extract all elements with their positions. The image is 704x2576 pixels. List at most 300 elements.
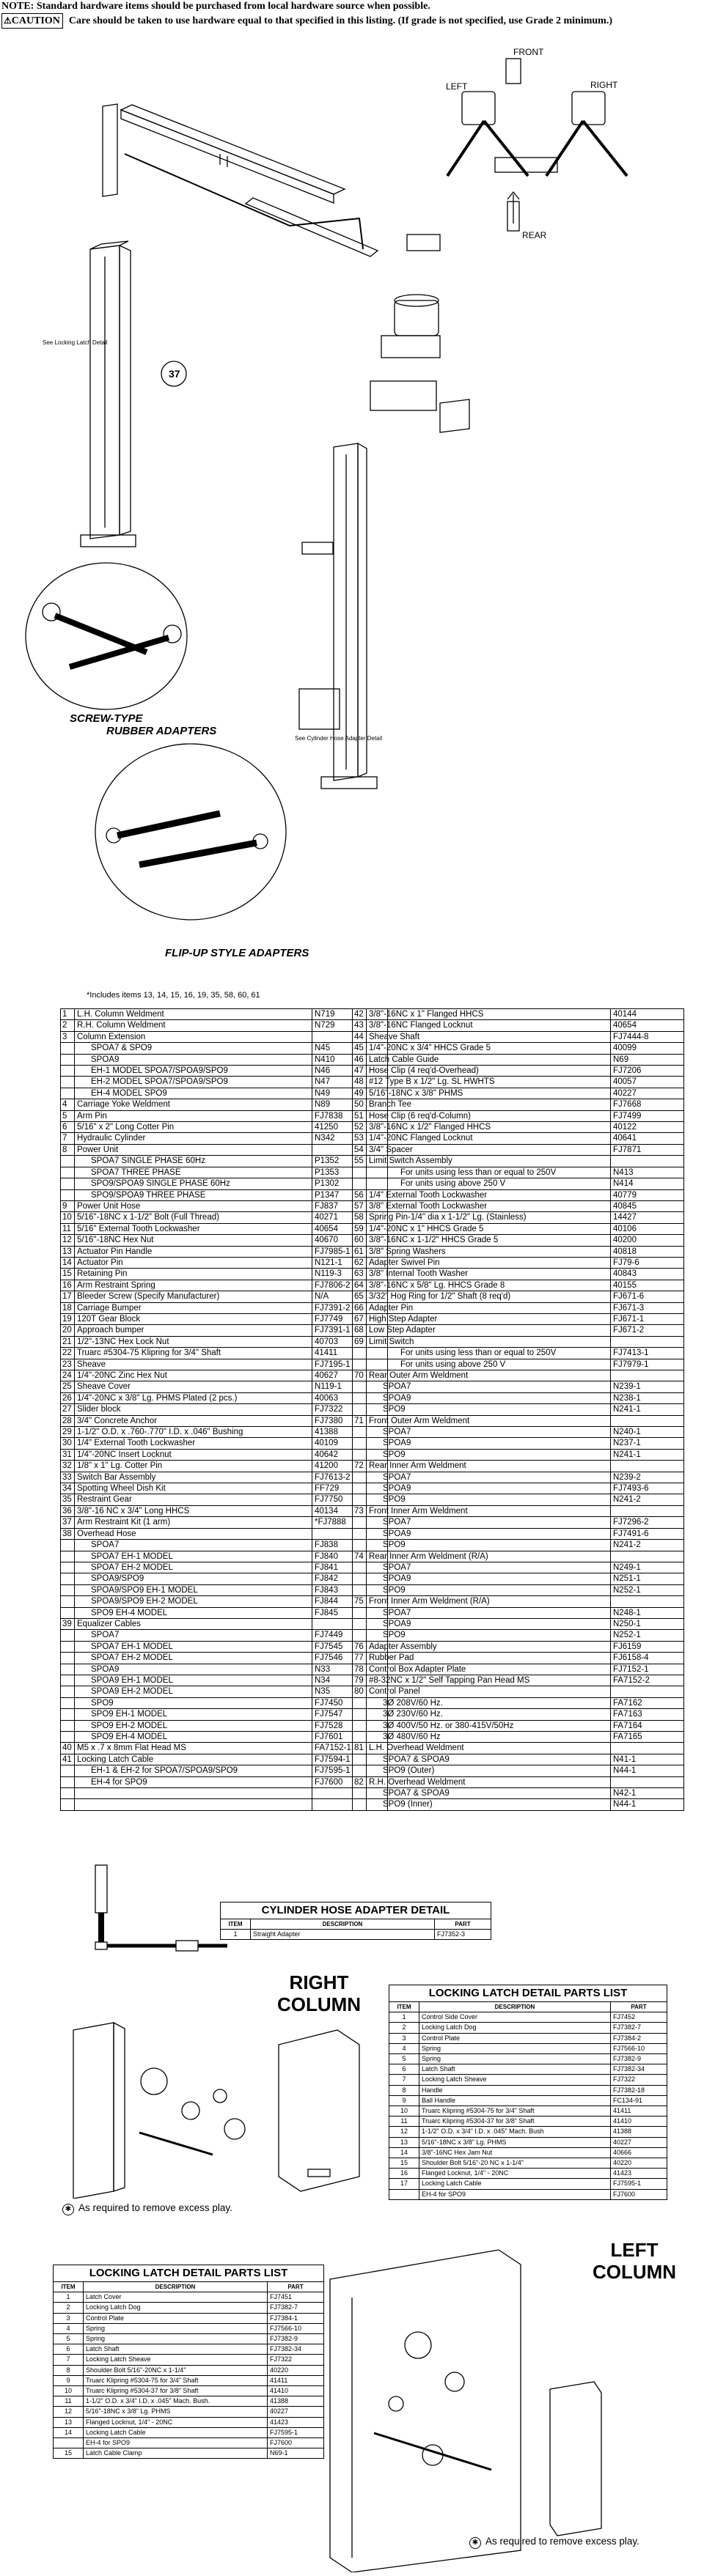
item-description: Limit Switch Assembly [367,1156,611,1167]
item-description: Slider block [75,1404,312,1415]
parts-row [353,1415,684,1426]
item-description: Ball Handle [419,2095,611,2106]
note-line: NOTE: Standard hardware items should be purchased from local hardware source when possible. [1,1,430,12]
item-description: SPO9 (Outer) [367,1765,611,1776]
item-description: Truarc Klipring #5304-75 for 3/4" Shaft [419,2106,611,2116]
part-number: FJ7195-1 [312,1359,388,1370]
part-number: 40627 [312,1370,388,1381]
item-description: 5/16" x 2" Long Cotter Pin [75,1122,312,1133]
left-column-latch-drawing [308,2235,653,2572]
part-number: 40670 [312,1235,388,1246]
item-number [61,1167,75,1178]
item-description: Flanged Locknut, 1/4" - 20NC [84,2417,268,2427]
part-number: 40106 [611,1223,684,1234]
item-description: 1/4"-20NC x 1" HHCS Grade 5 [367,1223,611,1234]
item-number: 60 [353,1235,367,1246]
item-description: SPO9 [367,1494,611,1505]
part-number: N240-1 [611,1427,684,1438]
item-number: 12 [61,1235,75,1246]
part-number: P1353 [312,1167,388,1178]
parts-row [61,1212,388,1223]
item-number: 43 [353,1020,367,1031]
item-number: 10 [54,2386,84,2396]
item-description: Latch Cable Clamp [84,2448,268,2459]
parts-row [61,1099,388,1110]
parts-row [353,1066,684,1077]
parts-row [61,1427,388,1438]
part-number: N49 [312,1088,388,1099]
table-row [389,2023,667,2033]
part-number: FA7152-1 [312,1743,388,1754]
item-description: SPOA9/SPO9 EH-1 MODEL [75,1584,312,1595]
item-description: 1/4" External Tooth Lockwasher [367,1189,611,1200]
item-description: SPOA7 & SPOA9 [367,1754,611,1765]
item-description: SPO9 EH-1 MODEL [75,1709,312,1720]
column-header: PART [268,2282,324,2292]
overhead-hose-drawing [125,154,363,249]
item-number: 4 [389,2043,419,2053]
table-row [389,2169,667,2179]
parts-row [353,1167,684,1178]
parts-row [353,1156,684,1167]
part-number: FJ843 [312,1584,388,1595]
item-description: 3/4" Concrete Anchor [75,1415,312,1426]
item-description: 3/8"-16NC x 1" Flanged HHCS [367,1009,611,1020]
item-description: EH-4 for SPO9 [75,1776,312,1787]
parts-row [61,1054,388,1065]
item-number: 32 [61,1461,75,1472]
item-number: 16 [61,1280,75,1291]
part-number: FJ7384-1 [268,2313,324,2323]
item-description: 3/8"-16NC x 1/2" Flanged HHCS [367,1122,611,1133]
item-number: 33 [61,1472,75,1483]
item-number [61,1664,75,1675]
item-description: Arm Restraint Spring [75,1280,312,1291]
item-description: Latch Shaft [419,2064,611,2075]
item-number [353,1607,367,1618]
item-number: 51 [353,1110,367,1121]
parts-row [61,1562,388,1573]
item-number: 3 [54,2313,84,2323]
item-number: 38 [61,1528,75,1539]
parts-row [353,1291,684,1302]
item-number: 2 [389,2023,419,2033]
part-number: FJ7152-1 [611,1664,684,1675]
item-number: 15 [61,1269,75,1280]
part-number: N241-1 [611,1449,684,1460]
locking-latch-note: See Locking Latch Detail [43,339,108,346]
part-number: FF729 [312,1483,388,1494]
part-number: N46 [312,1066,388,1077]
part-number: FJ7749 [312,1313,388,1324]
item-number [61,1630,75,1641]
item-description: SPO9 [367,1449,611,1460]
asterisk-icon: ✱ [62,2204,74,2215]
item-description: Restraint Gear [75,1494,312,1505]
item-description: Locking Latch Dog [84,2303,268,2313]
item-number [61,1799,75,1810]
part-number: FJ7499 [611,1110,684,1121]
parts-row [61,1302,388,1313]
parts-row [61,1381,388,1392]
table-row [389,2054,667,2064]
part-number: N410 [312,1054,388,1065]
item-number: 29 [61,1427,75,1438]
part-number: FJ7384-2 [611,2033,667,2043]
item-number [353,1720,367,1731]
item-number [353,1348,367,1359]
item-description: For units using above 250 V [367,1178,611,1189]
item-description: 5/16"-18NC x 3/8" PHMS [367,1088,611,1099]
part-number: FJ7668 [611,1099,684,1110]
part-number: 40227 [611,1088,684,1099]
item-description: SPO9 [367,1540,611,1551]
item-description: For units using less than or equal to 250V [367,1348,611,1359]
part-number: N44-1 [611,1765,684,1776]
part-number: FJ7547 [312,1709,388,1720]
part-number [611,1156,684,1167]
parts-row [61,1540,388,1551]
item-description: 3/8"-16NC x 5/8" Lg. HHCS Grade 8 [367,1280,611,1291]
parts-row [353,1122,684,1133]
item-number [61,1551,75,1562]
item-description: 3Ø 230V/60 Hz. [367,1709,611,1720]
part-number: N241-2 [611,1494,684,1505]
item-number: 5 [389,2054,419,2064]
parts-row [61,1438,388,1449]
parts-row [353,1054,684,1065]
part-number: N413 [611,1167,684,1178]
parts-row [353,1200,684,1211]
parts-row [61,1528,388,1539]
item-number: 52 [353,1122,367,1133]
parts-row [61,1641,388,1652]
item-description: 5/16"-18NC Hex Nut [75,1235,312,1246]
parts-row [61,1517,388,1528]
part-number: FJ671-6 [611,1291,684,1302]
parts-row [353,1551,684,1562]
item-number [353,1584,367,1595]
parts-row [61,1573,388,1584]
item-number: 6 [389,2064,419,2075]
item-description: Control Box Adapter Plate [367,1664,611,1675]
table-row [54,2313,324,2323]
item-number [389,2189,419,2199]
table-row [389,2147,667,2158]
part-number: N241-1 [611,1404,684,1415]
part-number: FJ7613-2 [312,1472,388,1483]
item-number: 67 [353,1313,367,1324]
parts-row [61,1269,388,1280]
part-number: FJ7382-7 [268,2303,324,2313]
parts-row [61,1461,388,1472]
item-number: 39 [61,1618,75,1629]
exploded-parts-diagram [0,37,704,989]
left-latch-table [53,2265,324,2459]
part-number: N45 [312,1043,388,1054]
part-number: N89 [312,1099,388,1110]
left-remove-note [469,2536,639,2549]
table-row [54,2334,324,2344]
parts-row [353,1223,684,1234]
parts-row [61,1653,388,1664]
parts-row [353,1540,684,1551]
parts-row [61,1144,388,1155]
parts-row [353,1020,684,1031]
item-description: SPOA7 & SPOA9 [367,1788,611,1799]
item-number [61,1562,75,1573]
parts-row [61,1415,388,1426]
table-row [389,2189,667,2199]
item-description: Front Outer Arm Weldment [367,1415,611,1426]
item-number [61,1178,75,1189]
item-number: 14 [61,1257,75,1268]
part-number: N34 [312,1675,388,1686]
item-number: 68 [353,1325,367,1336]
item-number: 75 [353,1596,367,1607]
parts-row [61,1235,388,1246]
item-description: Locking Latch Cable [84,2427,268,2437]
part-number: 41388 [268,2396,324,2407]
item-number: 3 [389,2033,419,2043]
item-number: 77 [353,1653,367,1664]
part-number: FJ7449 [312,1630,388,1641]
part-number: P1347 [312,1189,388,1200]
parts-row [61,1122,388,1133]
item-number [61,1189,75,1200]
item-description: Carriage Bumper [75,1302,312,1313]
part-number: 40271 [312,1212,388,1223]
part-number: N249-1 [611,1562,684,1573]
item-description: 1/4"-20NC Flanged Locknut [367,1133,611,1144]
item-number [353,1528,367,1539]
part-number: N121-1 [312,1257,388,1268]
part-number: N119-1 [312,1381,388,1392]
item-number: 8 [61,1144,75,1155]
parts-row [353,1404,684,1415]
part-number: FJ7382-9 [611,2054,667,2064]
item-description: Front Inner Arm Weldment [367,1505,611,1516]
parts-list-left [60,1008,388,1811]
item-number [353,1404,367,1415]
parts-row [353,1765,684,1776]
table-row [389,2116,667,2127]
part-number: *FJ7888 [312,1517,388,1528]
part-number: FJ7382-7 [611,2023,667,2033]
parts-row [61,1743,388,1754]
item-description: 3/4" Spacer [367,1144,611,1155]
part-number: 40227 [268,2407,324,2417]
part-number: FA7162 [611,1697,684,1708]
parts-row [61,1720,388,1731]
part-number: N252-1 [611,1630,684,1641]
part-number [611,1336,684,1347]
item-description: Adapter Assembly [367,1641,611,1652]
flip-up-adapter-circle [95,744,286,920]
part-number: FJ7546 [312,1653,388,1664]
item-description: Overhead Hose [75,1528,312,1539]
parts-row [61,1200,388,1211]
item-number: 15 [54,2448,84,2459]
item-number: 17 [61,1291,75,1302]
item-number: 1 [389,2012,419,2023]
item-number: 7 [61,1133,75,1144]
asterisk-icon: ✱ [469,2537,481,2549]
parts-row [61,1313,388,1324]
item-number: 41 [61,1754,75,1765]
item-number: 35 [61,1494,75,1505]
part-number: FJ7566-10 [611,2043,667,2053]
part-number: 40144 [611,1009,684,1020]
part-number: N/A [312,1291,388,1302]
part-number: FJ7450 [312,1697,388,1708]
parts-row [61,1732,388,1743]
item-number: 57 [353,1200,367,1211]
item-description: 3/8"-16NC Flanged Locknut [367,1020,611,1031]
item-description: Locking Latch Dog [419,2023,611,2033]
item-number: 31 [61,1449,75,1460]
parts-row [61,1664,388,1675]
part-number: N237-1 [611,1438,684,1449]
column-header: ITEM [54,2282,84,2292]
item-number [61,1675,75,1686]
item-number: 37 [61,1517,75,1528]
item-number: 65 [353,1291,367,1302]
item-number: 26 [61,1392,75,1403]
item-description: 3/8"-16 NC x 3/4" Long HHCS [75,1505,312,1516]
item-description: L.H. Overhead Weldment [367,1743,611,1754]
parts-row [353,1257,684,1268]
item-number [353,1562,367,1573]
parts-row [61,1291,388,1302]
item-description: SPOA9 [367,1573,611,1584]
item-number: 24 [61,1370,75,1381]
parts-row [353,1043,684,1054]
item-description: SPOA9 [367,1483,611,1494]
item-description: 3Ø 208V/60 Hz. [367,1697,611,1708]
part-number: FJ7985-1 [312,1246,388,1257]
part-number: 40200 [611,1235,684,1246]
part-number: FJ671-1 [611,1313,684,1324]
part-number: 14427 [611,1212,684,1223]
parts-row [61,1336,388,1347]
item-description: Rear Inner Arm Weldment (R/A) [367,1551,611,1562]
item-description: Hose Clip (4 req'd-Overhead) [367,1066,611,1077]
parts-row [353,1618,684,1629]
item-number: 36 [61,1505,75,1516]
item-number: 40 [61,1743,75,1754]
item-number: 55 [353,1156,367,1167]
item-description: Sheave Cover [75,1381,312,1392]
item-number [61,1077,75,1088]
item-number: 34 [61,1483,75,1494]
item-description: Column Extension [75,1031,312,1042]
right-latch-table [389,1985,667,2200]
item-description: Rear Inner Arm Weldment [367,1461,611,1472]
part-number: N42-1 [611,1788,684,1799]
part-number: N239-1 [611,1381,684,1392]
part-number: 41250 [312,1122,388,1133]
item-number [353,1709,367,1720]
parts-row [353,1077,684,1088]
item-description: Control Plate [84,2313,268,2323]
item-number: 80 [353,1686,367,1697]
item-description: Control Plate [419,2033,611,2043]
table-row [389,2095,667,2106]
parts-row [353,1302,684,1313]
part-number: N241-2 [611,1540,684,1551]
item-description: R.H. Overhead Weldment [367,1776,611,1787]
item-number [353,1494,367,1505]
part-number: 40155 [611,1280,684,1291]
item-number: 11 [389,2116,419,2127]
parts-row [61,1404,388,1415]
item-number: 81 [353,1743,367,1754]
item-description: EH-4 for SPO9 [84,2438,268,2448]
parts-row [353,1359,684,1370]
item-number: 71 [353,1415,367,1426]
item-description: Limit Switch [367,1336,611,1347]
item-number: 1 [61,1009,75,1020]
left-column-title [587,2239,682,2283]
parts-row [353,1494,684,1505]
item-number: 1 [221,1930,251,1940]
item-description: #12 Type B x 1/2" Lg. SL HWHTS [367,1077,611,1088]
item-description: 3/8"-16NC x 1-1/2" HHCS Grade 5 [367,1235,611,1246]
table-row [54,2303,324,2313]
item-description: Switch Bar Assembly [75,1472,312,1483]
item-description: Power Unit [75,1144,312,1155]
parts-row [353,1697,684,1708]
table-row [389,2127,667,2137]
parts-row [353,1641,684,1652]
item-number [61,1653,75,1664]
table-row [54,2292,324,2303]
part-number: FA7163 [611,1709,684,1720]
parts-row [353,1607,684,1618]
part-number: FC134-91 [611,2095,667,2106]
part-number: FJ7566-10 [268,2323,324,2333]
item-description: Spring Pin-1/4" dia x 1-1/2" Lg. (Stainless) [367,1212,611,1223]
item-number [61,1043,75,1054]
parts-row [353,1472,684,1483]
item-description: 120T Gear Block [75,1313,312,1324]
item-number: 18 [61,1302,75,1313]
part-number [611,1776,684,1787]
part-number: P1302 [312,1178,388,1189]
item-number [353,1381,367,1392]
item-number [61,1732,75,1743]
item-description: Sheave [75,1359,312,1370]
parts-row [353,1381,684,1392]
caution-badge [1,13,63,29]
table-row [54,2427,324,2437]
item-description: 5/16"-18NC x 3/8" Lg. PHMS [84,2407,268,2417]
item-description: Locking Latch Sheave [419,2075,611,2085]
parts-row [353,1269,684,1280]
parts-row [61,1799,388,1810]
item-description: SPO9 [367,1630,611,1641]
part-number: N342 [312,1133,388,1144]
parts-row [61,1009,388,1020]
parts-row [353,1743,684,1754]
left-latch-table-title: LOCKING LATCH DETAIL PARTS LIST [53,2265,324,2281]
part-number: FJ7322 [312,1404,388,1415]
item-description: 1/2"-13NC Hex Lock Nut [75,1336,312,1347]
parts-row [353,1144,684,1155]
item-description: 3/8" Spring Washers [367,1246,611,1257]
caution-line [1,13,698,29]
